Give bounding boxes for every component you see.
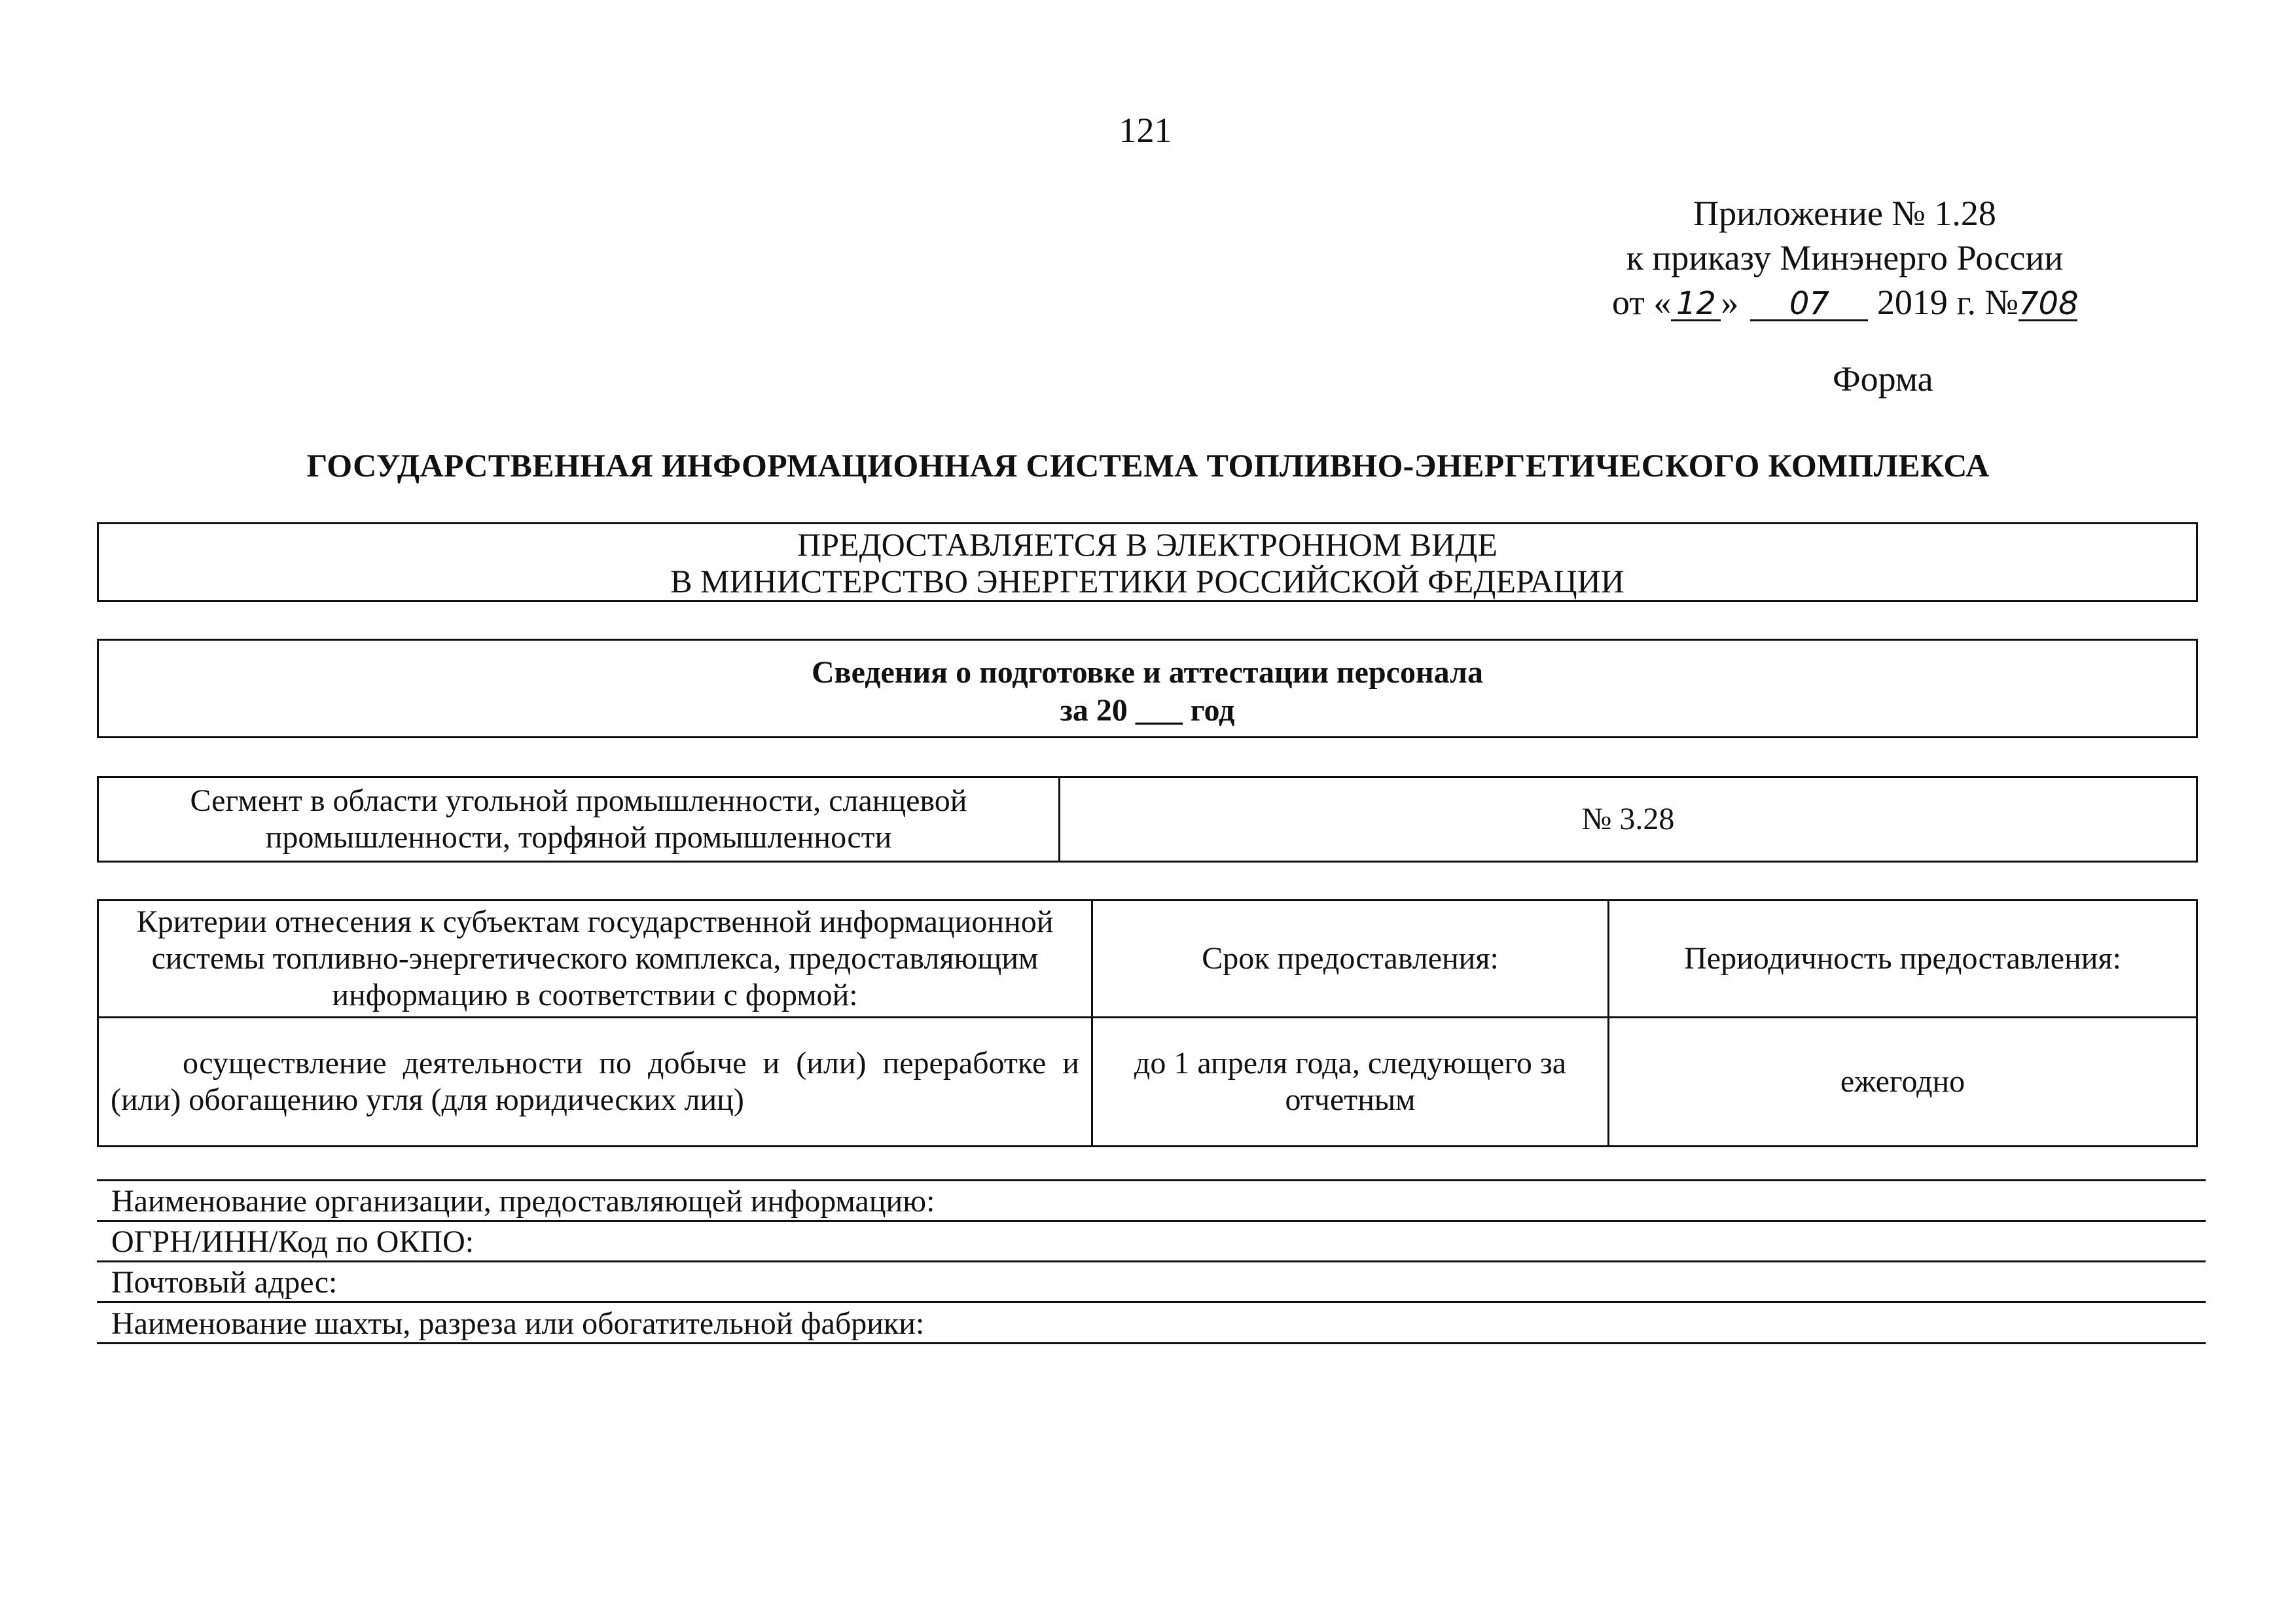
appendix-number: Приложение № 1.28 — [1693, 194, 1996, 233]
date-year: 2019 г. № — [1876, 283, 2018, 322]
appendix-order-ref: к приказу Минэнерго России — [1626, 238, 2064, 277]
org-field-facility-label: Наименование шахты, разреза или обогатительной фабрики: — [111, 1306, 925, 1341]
header-deadline: Срок предоставления: — [1092, 901, 1609, 1018]
handwritten-order-number: 708 — [2018, 285, 2079, 322]
org-field-facility-line — [97, 1301, 2206, 1344]
org-field-address-label: Почтовый адрес: — [111, 1265, 338, 1300]
appendix-date-line — [1612, 280, 2077, 325]
report-title: Сведения о подготовке и аттестации персонала — [812, 655, 1483, 690]
segment-label: Сегмент в области угольной промышленности, сланцевой промышленности, торфяной промышленности — [98, 777, 1060, 862]
criteria-table — [97, 899, 2198, 1147]
header-periodicity: Периодичность предоставления: — [1609, 901, 2197, 1018]
criteria-value: осуществление деятельности по добыче и (или) переработке и (или) обогащению угля (для юридических лиц) — [98, 1018, 1092, 1147]
appendix-header — [1612, 191, 2077, 325]
segment-table — [97, 776, 2198, 863]
org-field-name-label: Наименование организации, предоставляющей информацию: — [111, 1184, 935, 1219]
header-criteria: Критерии отнесения к субъектам государственной информационной системы топливно-энергетического комплекса, предоставляющим информацию в соответствии с формой: — [98, 901, 1092, 1018]
report-title-box — [97, 639, 2198, 738]
criteria-header-row — [98, 901, 2197, 1018]
submission-box — [97, 522, 2198, 602]
page-number: 121 — [1119, 111, 1172, 150]
organization-fields — [97, 1179, 2206, 1344]
form-label: Форма — [1833, 359, 1933, 399]
submission-line-2: В МИНИСТЕРСТВО ЭНЕРГЕТИКИ РОССИЙСКОЙ ФЕДЕРАЦИИ — [670, 563, 1624, 599]
segment-code: № 3.28 — [1060, 777, 2197, 862]
segment-row — [98, 777, 2197, 862]
handwritten-month: 07 — [1750, 288, 1868, 321]
date-quote-close: » — [1721, 283, 1739, 322]
deadline-value: до 1 апреля года, следующего за отчетным — [1092, 1018, 1609, 1147]
org-field-ids-line — [97, 1220, 2206, 1260]
date-prefix: от « — [1612, 283, 1672, 322]
periodicity-value: ежегодно — [1609, 1018, 2197, 1147]
submission-line-1: ПРЕДОСТАВЛЯЕТСЯ В ЭЛЕКТРОННОМ ВИДЕ — [797, 526, 1498, 563]
org-field-address-line — [97, 1260, 2206, 1301]
system-title: ГОСУДАРСТВЕННАЯ ИНФОРМАЦИОННАЯ СИСТЕМА ТОПЛИВНО-ЭНЕРГЕТИЧЕСКОГО КОМПЛЕКСА — [306, 447, 1990, 484]
report-period: за 20 ___ год — [1060, 693, 1235, 728]
handwritten-day: 12 — [1671, 288, 1721, 321]
org-field-name-line — [97, 1179, 2206, 1220]
org-field-ids-label: ОГРН/ИНН/Код по ОКПО: — [111, 1224, 475, 1259]
table-row — [98, 1018, 2197, 1147]
